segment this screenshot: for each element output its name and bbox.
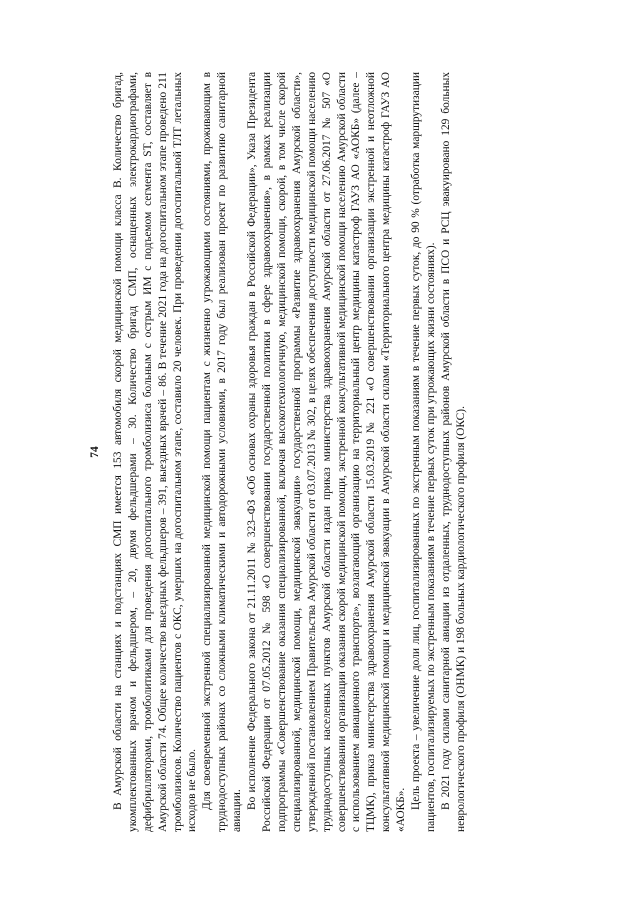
- rotated-text-block: [88, 72, 568, 832]
- paragraph-evacuation-2021: В 2021 году силами санитарной авиации из отдаленных, труднодоступных районов Амурской области в ПСО и РСЦ эвакуировано 129 больных неврологического профиля (ОНМК) и 198 больных кардиологического профиля (ОКС).: [439, 72, 467, 832]
- paragraph-legal-basis: Во исполнение Федерального закона от 21.11.2011 № 323–ФЗ «Об основах охраны здоровья граждан в Российской Федерации», Указа Президента Российской Федерации от 07.05.2012 № 598 «О совершенствовании государственной политики в сфере здравоохранения», в рамках реализации подпрограммы «Совершенствование оказания специализированной, включая высокотехнологичную, медицинской помощи, скорой, в том числе скорой специализированной, медицинской помощи, медицинской эвакуации» государственной программы «Развитие здравоохранения Амурской области», утвержденной постановлением Правительства Амурской области от 03.07.2013 № 302, в целях обеспечения доступности медицинской помощи населению труднодоступных населенных пунктов Амурской области издан приказ министерства здравоохранения Амурской области от 27.06.2017 № 507 «О совершенствовании организации оказания скорой медицинской помощи, экстренной консультативной медицинской помощи населению Амурской области с использованием авиационного транспорта», возлагающий организацию на территориальный центр медицины катастроф ГАУЗ АО «АОКБ» (далее – ТЦМК), приказ министерства здравоохранения Амурской области 15.03.2019 № 221 «О совершенствовании организации экстренной и неотложной консультативной медицинской помощи и медицинской эвакуации в Амурской области силами «Территориального центра медицины катастроф ГАУЗ АО «АОКБ».: [246, 72, 408, 832]
- paragraph-sanitary-aviation: Для своевременной экстренной специализированной медицинской помощи пациентам с жизненно угрожающими состояниями, проживающим в труднодоступных районах со сложными климатическими и автодорожными условиями, в 2017 году был реализован проект по развитию санитарной авиации.: [201, 72, 244, 832]
- paragraph-ambulance-stats: В Амурской области на станциях и подстанциях СМП имеется 153 автомобиля скорой медицинской помощи класса В. Количество бригад, укомплектованных врачом и фельдшером, – 20, двумя фельдшерами – 30. Количество бригад СМП, оснащенных электрокардиографами, дефибрилляторами, тромболитиками для проведения догоспитального тромболизиса больным с острым ИМ с подъемом сегмента ST, составляет в Амурской области 74. Общее количество выездных фельдшеров – 391, выездных врачей – 86. В течение 2021 года на догоспитальном этапе проведено 211 тромболизисов. Количество пациентов с ОКС, умерших на догоспитальном этапе, составило 20 человек. При проведении догоспитальной ТЛТ летальных исходов не было.: [111, 72, 199, 832]
- page-number: 74: [89, 446, 101, 458]
- paragraph-project-goal: Цель проекта – увеличение доли лиц, госпитализированных по экстренным показаниям в течение первых суток, до 90 % (отработка маршрутизации пациентов, госпитализируемых по экстренным показаниям в течение первых суток при угрожающих жизни состояниях).: [410, 72, 437, 832]
